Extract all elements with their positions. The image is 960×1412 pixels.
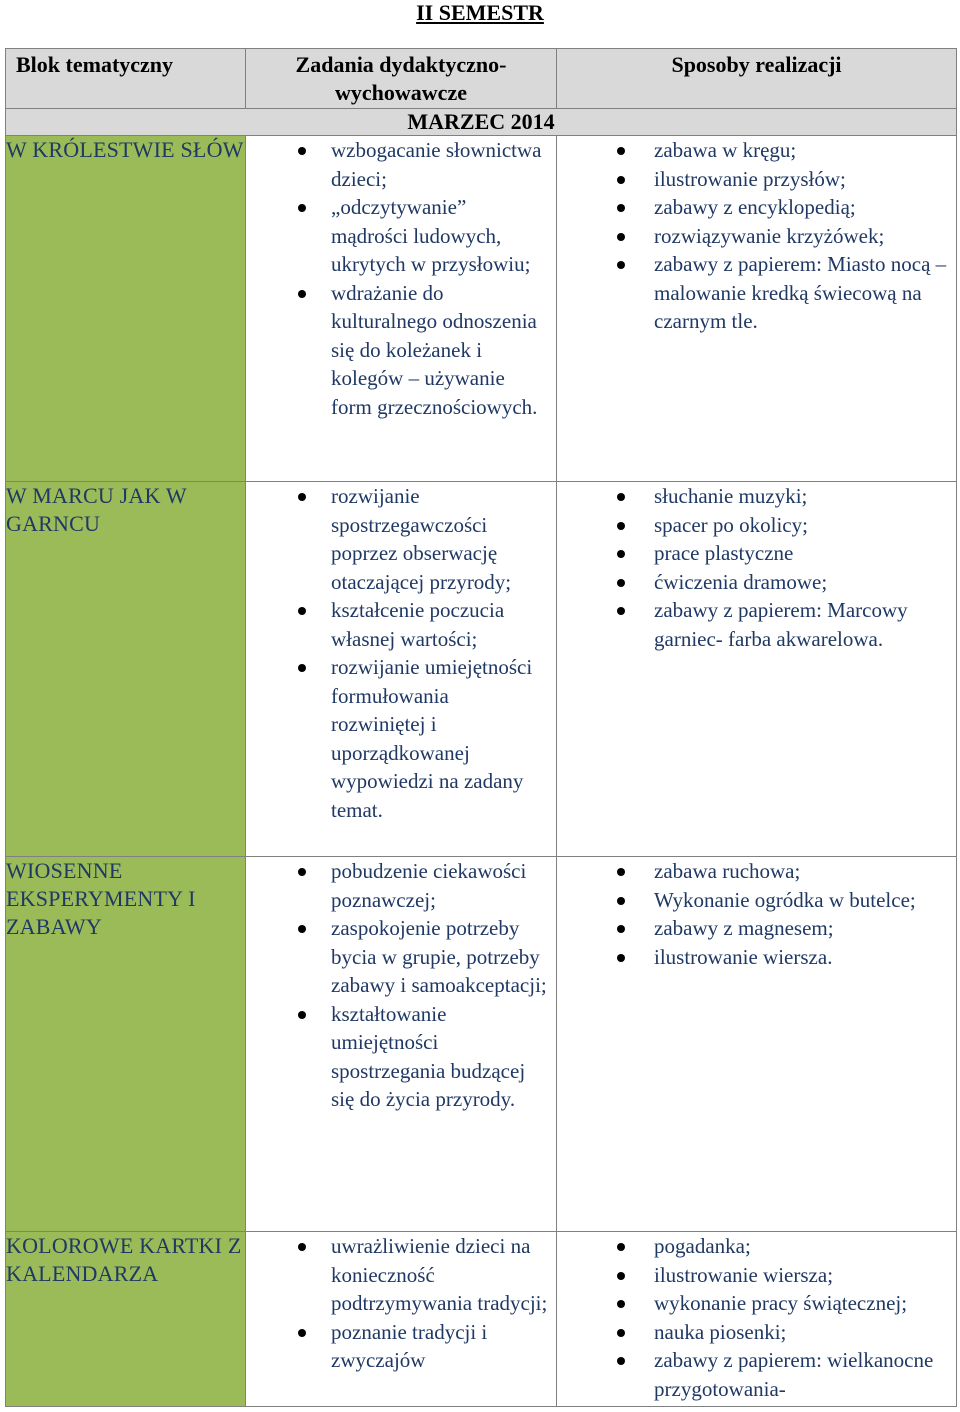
bullet-icon bbox=[298, 664, 306, 672]
method-text: wykonanie pracy świątecznej; bbox=[654, 1291, 908, 1315]
block-name: KOLOROWE KARTKI Z KALENDARZA bbox=[6, 1232, 246, 1407]
bullet-icon bbox=[617, 1329, 625, 1337]
goal-text: rozwijanie umiejętności formułowania rozwiniętej i uporządkowanej wypowiedzi na zadany temat. bbox=[331, 655, 533, 822]
bullet-icon bbox=[298, 493, 306, 501]
list-item bbox=[557, 886, 956, 915]
bullet-icon bbox=[617, 147, 625, 155]
goal-text: kształcenie poczucia własnej wartości; bbox=[331, 598, 505, 651]
list-item bbox=[246, 136, 556, 193]
bullet-icon bbox=[617, 579, 625, 587]
bullet-icon bbox=[298, 290, 306, 298]
goal-text: kształtowanie umiejętności spostrzegania budzącej się do życia przyrody. bbox=[331, 1001, 526, 1111]
bullet-icon bbox=[617, 233, 625, 241]
method-text: rozwiązywanie krzyżówek; bbox=[654, 223, 885, 248]
method-text: zabawa w kręgu; bbox=[654, 138, 797, 162]
method-text: zabawy z papierem: Miasto nocą – malowanie kredką świecową na czarnym tle. bbox=[654, 252, 947, 333]
list-item bbox=[557, 914, 956, 943]
bullet-icon bbox=[617, 1243, 625, 1251]
method-text: słuchanie muzyki; bbox=[654, 484, 808, 508]
bullet-icon bbox=[298, 925, 306, 933]
goals-cell bbox=[246, 136, 557, 482]
goal-text: poznanie tradycji i zwyczajów bbox=[331, 1319, 488, 1372]
bullet-icon bbox=[617, 897, 625, 905]
bullet-icon bbox=[298, 1329, 306, 1337]
method-text: nauka piosenki; bbox=[654, 1319, 787, 1344]
method-text: pogadanka; bbox=[654, 1234, 751, 1258]
header-goals bbox=[246, 49, 557, 109]
bullet-icon bbox=[617, 868, 625, 876]
list-item bbox=[246, 1000, 556, 1114]
list-item bbox=[246, 482, 556, 596]
goal-text: wdrażanie do kulturalnego odnoszenia się do koleżanek i kolegów – używanie form grzecznościowych. bbox=[331, 280, 538, 419]
method-text: zabawy z papierem: Marcowy garniec- farba akwarelowa. bbox=[654, 598, 908, 651]
methods-cell bbox=[557, 136, 957, 482]
bullet-icon bbox=[617, 493, 625, 501]
list-item bbox=[246, 1318, 556, 1375]
list-item bbox=[557, 222, 956, 251]
table-row bbox=[6, 136, 957, 482]
goals-cell bbox=[246, 482, 557, 857]
bullet-icon bbox=[298, 204, 306, 212]
bullet-icon bbox=[617, 204, 625, 212]
goal-text: rozwijanie spostrzegawczości poprzez obserwację otaczającej przyrody; bbox=[331, 484, 512, 594]
list-item bbox=[557, 1289, 956, 1318]
block-name: WIOSENNE EKSPERYMENTY I ZABAWY bbox=[6, 857, 246, 1232]
list-item bbox=[557, 568, 956, 597]
list-item bbox=[557, 1261, 956, 1290]
table-row bbox=[6, 857, 957, 1232]
list-item bbox=[557, 857, 956, 886]
methods-cell bbox=[557, 482, 957, 857]
goals-cell bbox=[246, 857, 557, 1232]
method-text: ilustrowanie wiersza. bbox=[654, 944, 833, 969]
goal-text: pobudzenie ciekawości poznawczej; bbox=[331, 859, 527, 912]
bullet-icon bbox=[617, 925, 625, 933]
method-text: zabawy z encyklopedią; bbox=[654, 195, 856, 219]
header-goals-label: Zadania dydaktyczno-wychowawcze bbox=[295, 52, 507, 105]
bullet-icon bbox=[617, 954, 625, 962]
bullet-icon bbox=[617, 1272, 625, 1280]
goal-text: zaspokojenie potrzeby bycia w grupie, potrzeby zabawy i samoakceptacji; bbox=[331, 916, 547, 997]
method-text: zabawy z papierem: wielkanocne przygotowania- bbox=[654, 1348, 934, 1401]
list-item bbox=[246, 193, 556, 279]
goal-text: wzbogacanie słownictwa dzieci; bbox=[331, 138, 542, 191]
bullet-icon bbox=[298, 868, 306, 876]
list-item bbox=[557, 943, 956, 972]
bullet-icon bbox=[617, 607, 625, 615]
list-item bbox=[557, 1346, 956, 1403]
goal-text: uwrażliwienie dzieci na konieczność podtrzymywania tradycji; bbox=[331, 1234, 548, 1315]
method-text: zabawa ruchowa; bbox=[654, 859, 801, 883]
list-item bbox=[557, 539, 956, 568]
list-item bbox=[557, 136, 956, 165]
bullet-icon bbox=[298, 1011, 306, 1019]
methods-cell bbox=[557, 857, 957, 1232]
goal-text: „odczytywanie” mądrości ludowych, ukrytych w przysłowiu; bbox=[331, 195, 531, 276]
header-block: Blok tematyczny bbox=[6, 49, 246, 109]
curriculum-table bbox=[5, 48, 957, 1407]
method-text: Wykonanie ogródka w butelce; bbox=[654, 887, 916, 912]
page-title: II SEMESTR bbox=[416, 0, 544, 25]
block-name: W KRÓLESTWIE SŁÓW bbox=[6, 136, 246, 482]
list-item bbox=[246, 1232, 556, 1318]
method-text: ćwiczenia dramowe; bbox=[654, 569, 828, 594]
method-text: spacer po okolicy; bbox=[654, 512, 808, 537]
methods-cell bbox=[557, 1232, 957, 1407]
list-item bbox=[246, 596, 556, 653]
list-item bbox=[557, 511, 956, 540]
header-methods: Sposoby realizacji bbox=[557, 49, 957, 109]
method-text: ilustrowanie wiersza; bbox=[654, 1262, 834, 1287]
list-item bbox=[557, 1232, 956, 1261]
bullet-icon bbox=[617, 261, 625, 269]
bullet-icon bbox=[617, 176, 625, 184]
list-item bbox=[246, 857, 556, 914]
bullet-icon bbox=[617, 550, 625, 558]
method-text: prace plastyczne bbox=[654, 541, 794, 565]
list-item bbox=[557, 482, 956, 511]
method-text: zabawy z magnesem; bbox=[654, 916, 834, 940]
table-row bbox=[6, 482, 957, 857]
bullet-icon bbox=[298, 1243, 306, 1251]
goals-cell bbox=[246, 1232, 557, 1407]
list-item bbox=[246, 279, 556, 422]
list-item bbox=[246, 914, 556, 1000]
list-item bbox=[557, 1318, 956, 1347]
list-item bbox=[557, 596, 956, 653]
list-item bbox=[557, 250, 956, 336]
bullet-icon bbox=[617, 1357, 625, 1365]
list-item bbox=[557, 165, 956, 194]
bullet-icon bbox=[298, 607, 306, 615]
bullet-icon bbox=[617, 1300, 625, 1308]
block-name: W MARCU JAK W GARNCU bbox=[6, 482, 246, 857]
table-row bbox=[6, 1232, 957, 1407]
month-row bbox=[6, 109, 957, 136]
list-item bbox=[246, 653, 556, 824]
bullet-icon bbox=[617, 522, 625, 530]
header-row bbox=[6, 49, 957, 109]
list-item bbox=[557, 193, 956, 222]
method-text: ilustrowanie przysłów; bbox=[654, 166, 846, 191]
month-label: MARZEC 2014 bbox=[6, 109, 957, 136]
bullet-icon bbox=[298, 147, 306, 155]
